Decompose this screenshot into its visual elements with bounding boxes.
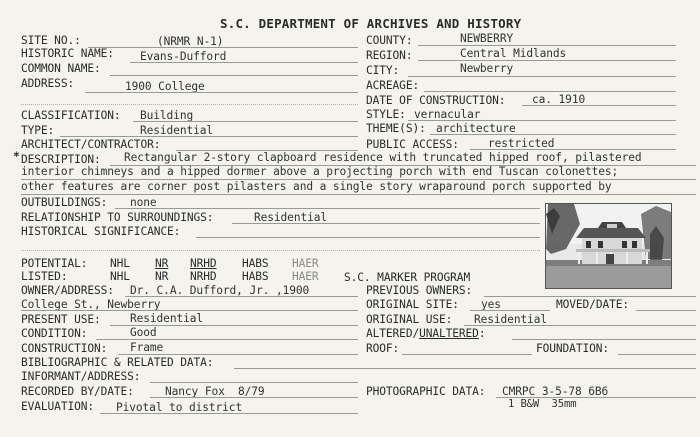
style-line	[408, 120, 676, 121]
address-label: ADDRESS:	[21, 77, 75, 90]
foundation-line	[618, 354, 696, 355]
city-value: Newberry	[460, 62, 514, 75]
address-line	[85, 92, 358, 93]
description-rule-3	[21, 194, 696, 195]
acreage-line	[424, 91, 676, 92]
common-name-label: COMMON NAME:	[21, 62, 101, 75]
listed-nrhd[interactable]: NRHD	[190, 270, 217, 283]
recorded-by-line	[150, 397, 358, 398]
original-site-value: yes	[481, 298, 501, 311]
themes-label: THEME(S):	[366, 122, 426, 135]
description-line-1: Rectangular 2-story clapboard residence with truncated hipped roof, pilastered	[124, 151, 642, 164]
foundation-label: FOUNDATION:	[536, 342, 609, 355]
style-label: STYLE:	[366, 108, 406, 121]
type-line	[60, 136, 358, 137]
recorded-by-label: RECORDED BY/DATE:	[21, 385, 134, 398]
potential-habs[interactable]: HABS	[242, 257, 269, 270]
moved-date-label: MOVED/DATE:	[556, 298, 629, 311]
outbuildings-value: none	[130, 196, 157, 209]
original-use-label: ORIGINAL USE:	[366, 313, 453, 326]
relationship-label: RELATIONSHIP TO SURROUNDINGS:	[21, 211, 214, 224]
relationship-value: Residential	[254, 211, 327, 224]
site-no-label: SITE NO.:	[21, 34, 81, 47]
historic-name-label: HISTORIC NAME:	[21, 47, 114, 60]
date-of-construction-line	[522, 105, 676, 106]
listed-nhl[interactable]: NHL	[110, 270, 130, 283]
type-value: Residential	[140, 124, 213, 137]
historical-significance-label: HISTORICAL SIGNIFICANCE:	[21, 225, 181, 238]
acreage-label: ACREAGE:	[366, 79, 420, 92]
style-value: vernacular	[414, 108, 481, 121]
photographic-data-value-2: 1 B&W 35mm	[508, 398, 577, 410]
altered-label: ALTERED/UNALTERED:	[366, 327, 486, 340]
county-label: COUNTY:	[366, 34, 413, 47]
previous-owners-line	[484, 296, 696, 297]
informant-label: INFORMANT/ADDRESS:	[21, 370, 141, 383]
architect-label: ARCHITECT/CONTRACTOR:	[21, 138, 161, 151]
region-label: REGION:	[366, 49, 413, 62]
site-no-value: (NRMR N-1)	[157, 35, 224, 48]
date-of-construction-label: DATE OF CONSTRUCTION:	[366, 94, 506, 107]
classification-line	[133, 121, 358, 122]
county-value: NEWBERRY	[460, 32, 514, 45]
city-line	[408, 76, 676, 77]
description-marker: *	[13, 150, 20, 163]
potential-nrhd[interactable]: NRHD	[190, 257, 217, 270]
public-access-line	[470, 149, 676, 150]
evaluation-line	[100, 413, 358, 414]
owner-address-line	[125, 296, 358, 297]
potential-nhl[interactable]: NHL	[110, 257, 130, 270]
address-extra-line	[21, 104, 358, 105]
potential-haer[interactable]: HAER	[292, 257, 319, 270]
public-access-value: restricted	[488, 137, 555, 150]
description-line-2: interior chimneys and a hipped dormer above a projecting porch with end Tuscan colonettes;	[21, 165, 619, 178]
altered-line	[512, 339, 696, 340]
owner-address-value: Dr. C.A. Dufford, Jr. ,1900	[130, 284, 310, 297]
bibliographic-line	[234, 368, 696, 369]
address-value: 1900 College	[125, 80, 205, 93]
construction-line	[118, 354, 358, 355]
construction-label: CONSTRUCTION:	[21, 342, 108, 355]
informant-line	[150, 382, 358, 383]
construction-value: Frame	[130, 341, 164, 354]
owner-address-value-2: College St., Newberry	[21, 298, 161, 311]
classification-value: Building	[140, 109, 194, 122]
present-use-value: Residential	[130, 312, 203, 325]
evaluation-label: EVALUATION:	[21, 400, 94, 413]
listed-haer[interactable]: HAER	[292, 270, 319, 283]
condition-label: CONDITION:	[21, 327, 88, 340]
owner-address-line-2	[21, 310, 358, 311]
county-line	[418, 45, 676, 46]
original-use-line	[464, 325, 696, 326]
classification-label: CLASSIFICATION:	[21, 109, 121, 122]
type-label: TYPE:	[21, 124, 55, 137]
condition-value: Good	[130, 326, 157, 339]
house-photo	[545, 203, 672, 289]
region-value: Central Midlands	[460, 47, 567, 60]
potential-nr[interactable]: NR	[155, 257, 169, 270]
photographic-data-line	[496, 397, 696, 398]
present-use-label: PRESENT USE:	[21, 313, 101, 326]
region-line	[418, 60, 676, 61]
city-label: CITY:	[366, 64, 400, 77]
bibliographic-label: BIBLIOGRAPHIC & RELATED DATA:	[21, 356, 214, 369]
historic-name-value: Evans-Dufford	[140, 50, 227, 63]
photographic-data-value: CMRPC 3-5-78 6B6	[502, 385, 609, 398]
themes-value: architecture	[436, 122, 516, 135]
relationship-line	[232, 223, 540, 224]
description-line-3: other features are corner post pilasters and a single story wraparound porch supported by	[21, 180, 612, 193]
themes-line	[430, 134, 676, 135]
roof-label: ROOF:	[366, 342, 400, 355]
potential-label: POTENTIAL:	[21, 257, 88, 270]
condition-line	[96, 339, 358, 340]
historic-name-line	[130, 62, 358, 63]
public-access-label: PUBLIC ACCESS:	[366, 138, 459, 151]
roof-line	[402, 354, 532, 355]
common-name-line	[110, 75, 358, 76]
significance-extra-line	[21, 250, 540, 251]
card-title: S.C. DEPARTMENT OF ARCHIVES AND HISTORY	[220, 16, 522, 31]
owner-address-label: OWNER/ADDRESS:	[21, 284, 114, 297]
evaluation-value: Pivotal to district	[116, 401, 243, 414]
site-no-line	[88, 47, 358, 48]
previous-owners-label: PREVIOUS OWNERS:	[366, 284, 473, 297]
house-photo-image	[546, 204, 671, 288]
description-label: DESCRIPTION:	[21, 153, 101, 166]
date-of-construction-value: ca. 1910	[532, 93, 586, 106]
marker-program-label: S.C. MARKER PROGRAM	[344, 271, 471, 284]
original-use-value: Residential	[474, 313, 547, 326]
historical-significance-line	[196, 237, 540, 238]
listed-nr[interactable]: NR	[155, 270, 169, 283]
original-site-label: ORIGINAL SITE:	[366, 298, 459, 311]
original-site-line	[470, 310, 550, 311]
outbuildings-line	[115, 208, 540, 209]
photographic-data-label: PHOTOGRAPHIC DATA:	[366, 385, 486, 398]
moved-date-line	[636, 310, 696, 311]
recorded-by-value: Nancy Fox 8/79	[165, 385, 265, 398]
listed-label: LISTED:	[21, 270, 68, 283]
outbuildings-label: OUTBUILDINGS:	[21, 196, 108, 209]
listed-habs[interactable]: HABS	[242, 270, 269, 283]
